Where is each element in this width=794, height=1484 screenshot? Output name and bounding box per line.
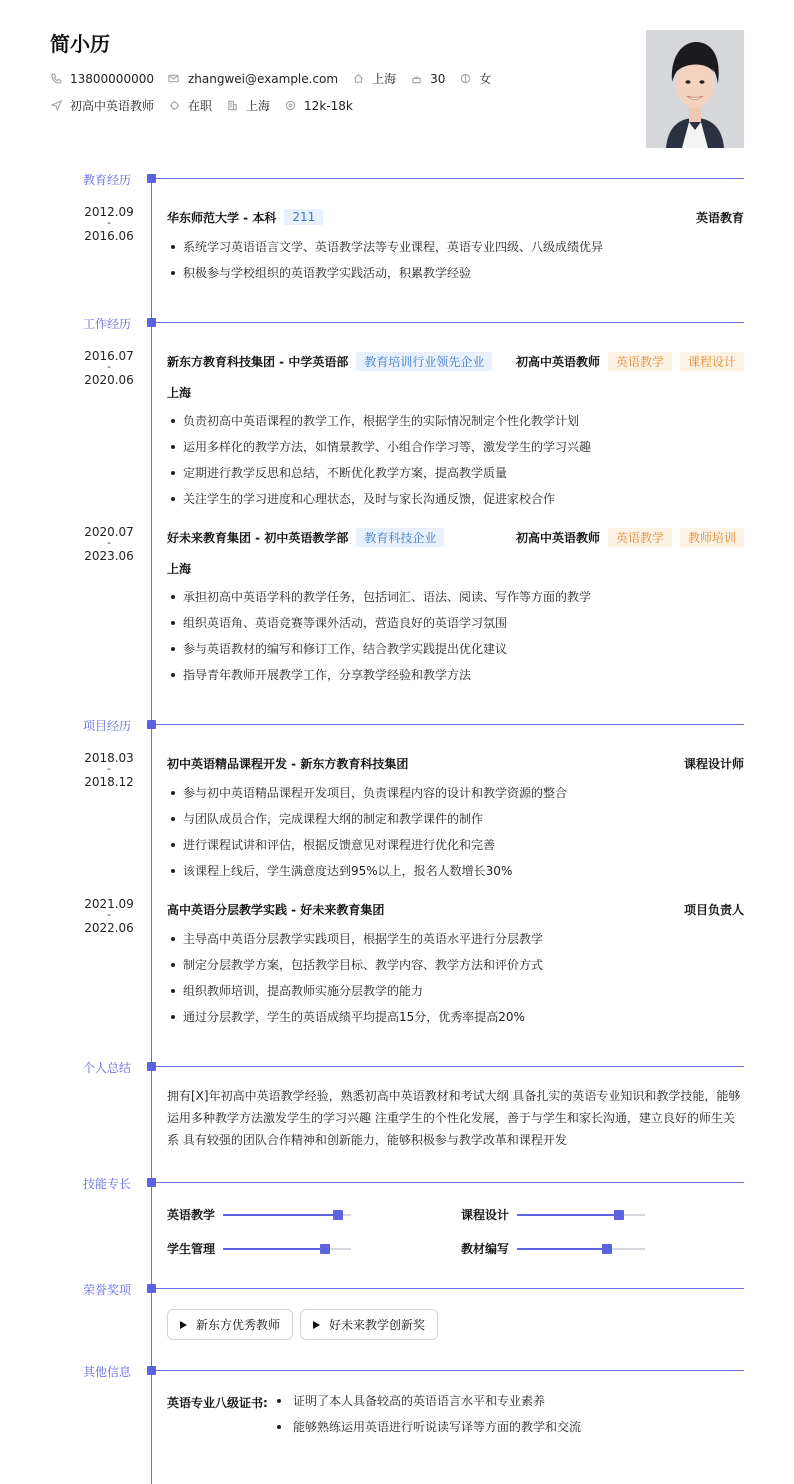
coin-icon: [284, 100, 296, 112]
award-badge: [300, 1309, 438, 1340]
section-divider: [156, 322, 744, 323]
cake-icon: [410, 73, 422, 85]
section-marker: [147, 174, 156, 183]
work-title-row: [167, 352, 744, 370]
profile-photo: [646, 30, 744, 148]
age-item: [410, 72, 445, 86]
skill-name: 课程设计: [461, 1208, 510, 1222]
phone-text: 13800000000: [70, 71, 154, 86]
date-end: 2016.06: [84, 229, 134, 243]
section-divider: [156, 1066, 744, 1067]
list-item: 组织教师培训，提高教师实施分层教学的能力: [167, 982, 744, 1008]
list-item: 与团队成员合作，完成课程大纲的制定和教学课件的制作: [167, 810, 744, 836]
edu-title-row: [167, 208, 744, 226]
project-name: 高中英语分层教学实践 - 好未来教育集团: [167, 902, 385, 917]
major-name: 英语教育: [695, 210, 744, 225]
status-item: [168, 97, 212, 114]
skill-item: [461, 1206, 645, 1223]
skill-item: [167, 1206, 351, 1223]
work-date: [70, 526, 148, 562]
project-bullets: [167, 930, 744, 1034]
building-icon: [226, 100, 238, 112]
section-marker: [147, 720, 156, 729]
school-name: 华东师范大学 - 本科: [167, 210, 277, 225]
list-item: 证明了本人具备较高的英语语言水平和专业素养: [277, 1392, 581, 1418]
section-title-summary: 个人总结: [83, 1061, 132, 1075]
date-start: 2012.09: [84, 205, 134, 219]
project-role: 项目负责人: [683, 902, 744, 917]
list-item: 主导高中英语分层教学实践项目，根据学生的英语水平进行分层教学: [167, 930, 744, 956]
job-target-item: [50, 97, 154, 114]
phone-icon: [50, 73, 62, 85]
work-city-text: 上海: [246, 99, 271, 113]
role-tag: 课程设计: [680, 352, 744, 371]
section-divider: [156, 1288, 744, 1289]
home-icon: [352, 73, 364, 85]
list-item: 系统学习英语语言文学、英语教学法等专业课程，英语专业四级、八级成绩优异: [167, 238, 744, 264]
gender-item: [459, 70, 491, 87]
email-item: [168, 72, 338, 86]
list-item: 通过分层教学，学生的英语成绩平均提高15分，优秀率提高20%: [167, 1008, 744, 1034]
award-badge: [167, 1309, 293, 1340]
date-start: 2016.07: [84, 349, 134, 363]
award-label: 新东方优秀教师: [196, 1318, 281, 1332]
edu-bullets: [167, 238, 744, 290]
skill-level-marker: [320, 1244, 330, 1254]
summary-text: 拥有[X]年初高中英语教学经验，熟悉初高中英语教材和考试大纲 具备扎实的英语专业知识和教学技能，能够运用多种教学方法激发学生的学习兴趣 注重学生的个性化发展，善于与学生和家长沟通，建立良好的师生关系 具有较强的团队合作精神和创新能力，能够积极参与教学改革和课程开发: [167, 1089, 741, 1147]
skill-level-marker: [333, 1210, 343, 1220]
skill-bar: [223, 1214, 351, 1216]
list-item: 制定分层教学方案，包括教学目标、教学内容、教学方法和评价方式: [167, 956, 744, 982]
date-dash: -: [107, 764, 111, 775]
section-divider: [156, 1370, 744, 1371]
skill-item: [461, 1240, 645, 1257]
section-marker: [147, 1366, 156, 1375]
date-start: 2018.03: [84, 751, 134, 765]
date-start: 2021.09: [84, 897, 134, 911]
skill-level-marker: [602, 1244, 612, 1254]
skill-bar: [517, 1214, 645, 1216]
skill-name: 学生管理: [167, 1242, 216, 1256]
date-dash: -: [107, 538, 111, 549]
award-label: 好未来教学创新奖: [329, 1318, 426, 1332]
date-dash: -: [107, 910, 111, 921]
list-item: 指导青年教师开展教学工作，分享教学经验和教学方法: [167, 666, 744, 692]
job-role: 初高中英语教师: [515, 530, 600, 545]
skill-fill: [223, 1248, 325, 1250]
list-item: 进行课程试讲和评估，根据反馈意见对课程进行优化和完善: [167, 836, 744, 862]
email-text: zhangwei@example.com: [187, 71, 339, 86]
date-end: 2022.06: [84, 921, 134, 935]
date-end: 2020.06: [84, 373, 134, 387]
project-date: [70, 898, 148, 934]
mail-icon: [168, 73, 180, 85]
list-item: 该课程上线后，学生满意度达到95%以上，报名人数增长30%: [167, 862, 744, 888]
skill-bar: [517, 1248, 645, 1250]
salary-item: [284, 99, 353, 113]
status-icon: [168, 100, 180, 112]
role-tag: 英语教学: [608, 528, 672, 547]
job-role: 初高中英语教师: [515, 354, 600, 369]
date-start: 2020.07: [84, 525, 134, 539]
list-item: 组织英语角、英语竞赛等课外活动，营造良好的英语学习氛围: [167, 614, 744, 640]
section-title-skills: 技能专长: [83, 1177, 132, 1191]
list-item: 能够熟练运用英语进行听说读写译等方面的教学和交流: [277, 1418, 581, 1444]
send-icon: [50, 100, 62, 112]
section-title-work: 工作经历: [83, 317, 132, 331]
skill-bar: [223, 1248, 351, 1250]
city-item: [352, 70, 396, 87]
work-bullets: [167, 412, 744, 516]
list-item: 负责初高中英语课程的教学工作，根据学生的实际情况制定个性化教学计划: [167, 412, 744, 438]
status-text: 在职: [188, 99, 213, 113]
work-title-row: [167, 528, 744, 546]
school-tag: 211: [284, 209, 323, 225]
skill-name: 教材编写: [461, 1242, 510, 1256]
section-divider: [156, 178, 744, 179]
list-item: 参与英语教材的编写和修订工作，结合教学实践提出优化建议: [167, 640, 744, 666]
job-target-text: 初高中英语教师: [70, 99, 155, 113]
date-end: 2023.06: [84, 549, 134, 563]
company-name: 新东方教育科技集团 - 中学英语部: [167, 354, 349, 369]
contact-row: [50, 70, 505, 87]
play-icon: [180, 1321, 187, 1329]
work-location: 上海: [167, 386, 192, 400]
project-date: [70, 752, 148, 788]
list-item: 参与初中英语精品课程开发项目，负责课程内容的设计和教学资源的整合: [167, 784, 744, 810]
city-text: 上海: [372, 72, 397, 86]
skill-fill: [517, 1214, 619, 1216]
skill-level-marker: [614, 1210, 624, 1220]
company-tag: 教育培训行业领先企业: [356, 352, 492, 371]
list-item: 积极参与学校组织的英语教学实践活动，积累教学经验: [167, 264, 744, 290]
project-title-row: [167, 900, 744, 918]
company-name: 好未来教育集团 - 初中英语教学部: [167, 530, 349, 545]
list-item: 关注学生的学习进度和心理状态，及时与家长沟通反馈，促进家校合作: [167, 490, 744, 516]
section-divider: [156, 1182, 744, 1183]
gender-text: 女: [479, 72, 492, 86]
section-title-education: 教育经历: [83, 173, 132, 187]
skill-fill: [517, 1248, 607, 1250]
section-marker: [147, 318, 156, 327]
section-marker: [147, 1178, 156, 1187]
certificate-label: 英语专业八级证书:: [167, 1396, 268, 1410]
project-bullets: [167, 784, 744, 888]
section-divider: [156, 724, 744, 725]
edu-date: [70, 206, 148, 242]
play-icon: [313, 1321, 320, 1329]
project-role: 课程设计师: [683, 756, 744, 771]
role-tag: 教师培训: [680, 528, 744, 547]
work-location: 上海: [167, 562, 192, 576]
role-tag: 英语教学: [608, 352, 672, 371]
job-intent-row: [50, 97, 367, 114]
section-title-awards: 荣誉奖项: [83, 1283, 132, 1297]
skill-name: 英语教学: [167, 1208, 216, 1222]
work-city-item: [226, 97, 270, 114]
gender-icon: [459, 73, 471, 85]
list-item: 运用多样化的教学方法，如情景教学、小组合作学习等，激发学生的学习兴趣: [167, 438, 744, 464]
date-end: 2018.12: [84, 775, 134, 789]
section-title-projects: 项目经历: [83, 719, 132, 733]
date-dash: -: [107, 362, 111, 373]
list-item: 定期进行教学反思和总结，不断优化教学方案，提高教学质量: [167, 464, 744, 490]
section-title-other: 其他信息: [83, 1365, 132, 1379]
age-text: 30: [430, 71, 446, 86]
section-marker: [147, 1284, 156, 1293]
section-marker: [147, 1062, 156, 1071]
resume-name: 简小历: [50, 32, 110, 56]
date-dash: -: [107, 218, 111, 229]
skill-fill: [223, 1214, 338, 1216]
work-date: [70, 350, 148, 386]
company-tag: 教育科技企业: [356, 528, 444, 547]
certificate-details: [277, 1392, 581, 1444]
salary-text: 12k-18k: [304, 98, 353, 113]
list-item: 承担初高中英语学科的教学任务，包括词汇、语法、阅读、写作等方面的教学: [167, 588, 744, 614]
skill-item: [167, 1240, 351, 1257]
project-title-row: [167, 754, 744, 772]
project-name: 初中英语精品课程开发 - 新东方教育科技集团: [167, 756, 409, 771]
phone-item: [50, 72, 154, 86]
work-bullets: [167, 588, 744, 692]
